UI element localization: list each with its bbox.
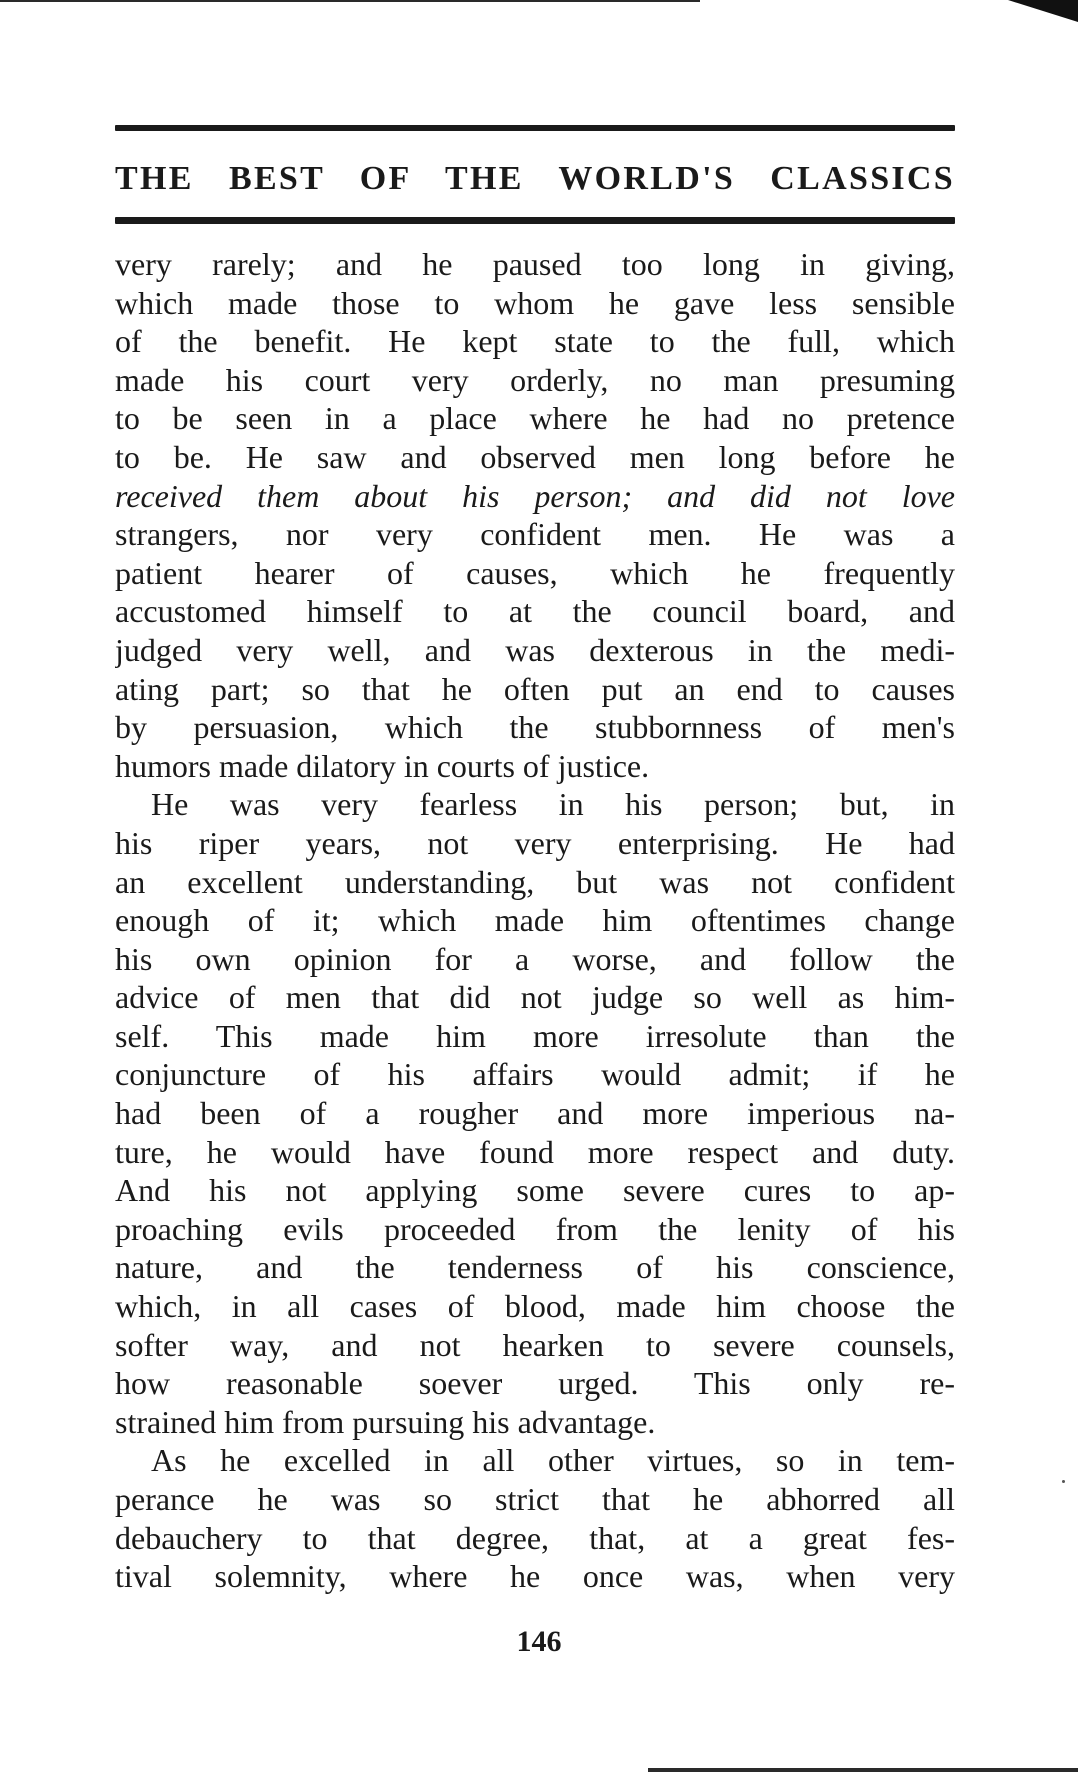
text-line: very rarely; and he paused too long in giving, bbox=[115, 246, 955, 282]
text-line: of the benefit. He kept state to the full, which bbox=[115, 323, 955, 360]
text-line: nature, and the tenderness of his conscience, bbox=[115, 1249, 955, 1286]
text-line: how reasonable soever urged. This only re- bbox=[115, 1365, 955, 1402]
text-line: strained him from pursuing his advantage. bbox=[115, 1403, 656, 1440]
running-head bbox=[115, 125, 955, 224]
text-line: self. This made him more irresolute than the bbox=[115, 1017, 955, 1054]
running-title: THE BEST OF THE WORLD'S CLASSICS bbox=[115, 160, 955, 197]
text-line: his riper years, not very enterprising. He had bbox=[115, 824, 955, 861]
text-line: And his not applying some severe cures to ap- bbox=[115, 1172, 955, 1209]
text-line: conjuncture of his affairs would admit; if he bbox=[115, 1056, 955, 1093]
text-line: received them about his person; and did not love bbox=[115, 477, 955, 514]
text-line: accustomed himself to at the council board, and bbox=[115, 593, 955, 630]
text-line: humors made dilatory in courts of justice. bbox=[115, 747, 650, 784]
body-text bbox=[115, 245, 955, 1596]
scan-speck bbox=[1062, 1480, 1065, 1483]
header-bottom-rule bbox=[115, 217, 955, 224]
page-corner-mark bbox=[1008, 0, 1078, 22]
text-line: had been of a rougher and more imperious na- bbox=[115, 1095, 955, 1132]
text-line: debauchery to that degree, that, at a great fes- bbox=[115, 1519, 955, 1556]
text-line: ating part; so that he often put an end to causes bbox=[115, 670, 955, 707]
text-line: made his court very orderly, no man presuming bbox=[115, 361, 955, 398]
text-line: As he excelled in all other virtues, so in tem- bbox=[151, 1442, 955, 1479]
text-line: enough of it; which made him oftentimes change bbox=[115, 902, 955, 939]
text-line: an excellent understanding, but was not confident bbox=[115, 863, 955, 900]
text-line: by persuasion, which the stubbornness of men's bbox=[115, 709, 955, 746]
text-line: judged very well, and was dexterous in the medi- bbox=[115, 631, 955, 668]
text-line: perance he was so strict that he abhorred all bbox=[115, 1481, 955, 1517]
top-edge-rule bbox=[0, 0, 700, 2]
text-line: to be seen in a place where he had no pretence bbox=[115, 400, 955, 437]
text-line: softer way, and not hearken to severe counsels, bbox=[115, 1326, 955, 1363]
text-line: ture, he would have found more respect and duty. bbox=[115, 1133, 955, 1170]
text-line: tival solemnity, where he once was, when very bbox=[115, 1558, 955, 1595]
text-line: proaching evils proceeded from the lenity of his bbox=[115, 1210, 955, 1247]
text-line: advice of men that did not judge so well as him- bbox=[115, 979, 955, 1016]
bottom-edge-rule bbox=[648, 1768, 1078, 1772]
text-line: to be. He saw and observed men long before he bbox=[115, 438, 955, 475]
page-number: 146 bbox=[516, 1625, 562, 1658]
text-line: strangers, nor very confident men. He was a bbox=[115, 516, 955, 553]
text-line: patient hearer of causes, which he frequently bbox=[115, 554, 955, 591]
text-line: He was very fearless in his person; but, in bbox=[151, 786, 955, 823]
text-line: which, in all cases of blood, made him choose the bbox=[115, 1288, 955, 1325]
text-line: which made those to whom he gave less sensible bbox=[115, 284, 955, 321]
text-line: his own opinion for a worse, and follow the bbox=[115, 940, 955, 977]
